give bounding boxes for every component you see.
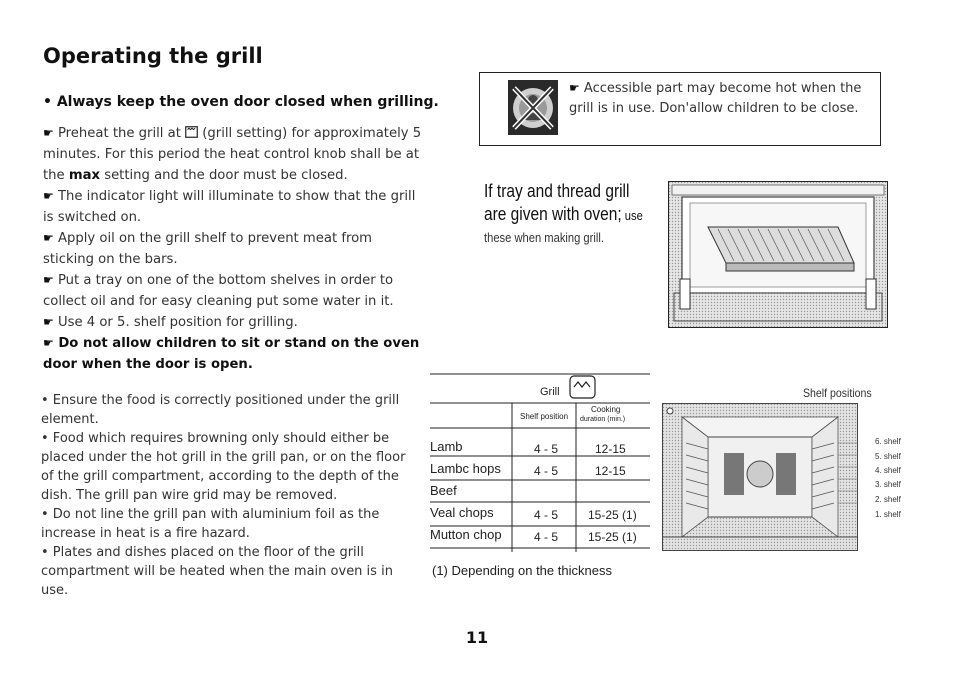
pointing-hand-icon: ☛ [43, 231, 54, 245]
table-cell-duration: 12-15 [595, 464, 626, 478]
instructions [43, 123, 423, 375]
table-cell-food: Beef [430, 483, 457, 498]
col-header-shelf: Shelf position [520, 412, 569, 421]
list-item: • Ensure the food is correctly positioned under the grill element. [41, 393, 400, 427]
col-header-duration-1: Cooking [591, 405, 621, 414]
shelf-positions-illustration [662, 403, 858, 551]
table-cell-food: Veal chops [430, 505, 494, 520]
instruction-children: ☛ Do not allow children to sit or stand on the oven door when the door is open. [43, 336, 420, 372]
table-cell-food: Lambc hops [430, 461, 501, 476]
shelf-label: 6. shelf [875, 437, 901, 446]
list-item: • Do not line the grill pan with aluminium foil as the increase in heat is a fire hazard. [41, 507, 380, 541]
shelf-positions-title: Shelf positions [803, 386, 872, 400]
instruction-preheat: ☛ Preheat the grill at (grill setting) for approximately 5 minutes. For this period the heat control knob shall be at the max setting and the door must be closed. [43, 126, 422, 183]
instruction-shelf: ☛ Use 4 or 5. shelf position for grilling. [43, 315, 298, 330]
table-cell-shelf: 4 - 5 [534, 508, 559, 522]
col-header-duration-2: duration (min.) [580, 416, 626, 423]
grill-cooking-table [428, 368, 652, 552]
warning-text: ☛ Accessible part may become hot when the grill is in use. Don'allow children to be close. [569, 81, 862, 116]
instruction-oil: ☛ Apply oil on the grill shelf to prevent meat from sticking on the bars. [43, 231, 373, 267]
table-cell-duration: 15-25 (1) [588, 508, 637, 522]
shelf-label: 2. shelf [875, 495, 901, 504]
instruction-tray: ☛ Put a tray on one of the bottom shelves in order to collect oil and for easy cleaning put some water in it. [43, 273, 394, 309]
oven-tray-illustration [668, 181, 888, 328]
shelf-label: 5. shelf [875, 452, 901, 461]
table-cell-shelf: 4 - 5 [534, 442, 559, 456]
grill-header-label: Grill [540, 386, 560, 398]
bullet-list [41, 391, 411, 600]
pointing-hand-icon: ☛ [43, 315, 54, 329]
shelf-label: 1. shelf [875, 510, 901, 519]
shelf-label: 4. shelf [875, 466, 901, 475]
pointing-hand-icon: ☛ [43, 273, 54, 287]
instruction-indicator: ☛ The indicator light will illuminate to show that the grill is switched on. [43, 189, 416, 225]
list-item: • Food which requires browning only should either be placed under the hot grill in the grill pan, or on the floor of the grill compartment, according to the depth of the dish. The grill pan wire grid may be removed. [41, 431, 406, 503]
no-children-icon [508, 80, 558, 135]
tray-note-title: If tray and thread grill are given with oven; use [484, 181, 643, 224]
pointing-hand-icon: ☛ [43, 189, 54, 203]
pointing-hand-icon: ☛ [569, 81, 580, 95]
table-cell-food: Lamb [430, 439, 463, 454]
door-closed-heading: • Always keep the oven door closed when grilling. [43, 94, 439, 110]
list-item: • Plates and dishes placed on the floor of the grill compartment will be heated when the main oven is in use. [41, 545, 393, 598]
pointing-hand-icon: ☛ [43, 126, 54, 140]
shelf-label: 3. shelf [875, 480, 901, 489]
table-cell-duration: 15-25 (1) [588, 530, 637, 544]
table-cell-shelf: 4 - 5 [534, 464, 559, 478]
table-cell-shelf: 4 - 5 [534, 530, 559, 544]
page-title: Operating the grill [43, 44, 263, 68]
grill-symbol-icon [570, 376, 595, 398]
pointing-hand-icon: ☛ [43, 336, 54, 350]
page-number: 11 [465, 628, 489, 647]
table-cell-food: Mutton chop [430, 527, 502, 542]
table-footnote: (1) Depending on the thickness [432, 563, 612, 578]
tray-note-text: these when making grill. [484, 230, 604, 245]
grill-symbol-icon [185, 126, 198, 138]
table-cell-duration: 12-15 [595, 442, 626, 456]
